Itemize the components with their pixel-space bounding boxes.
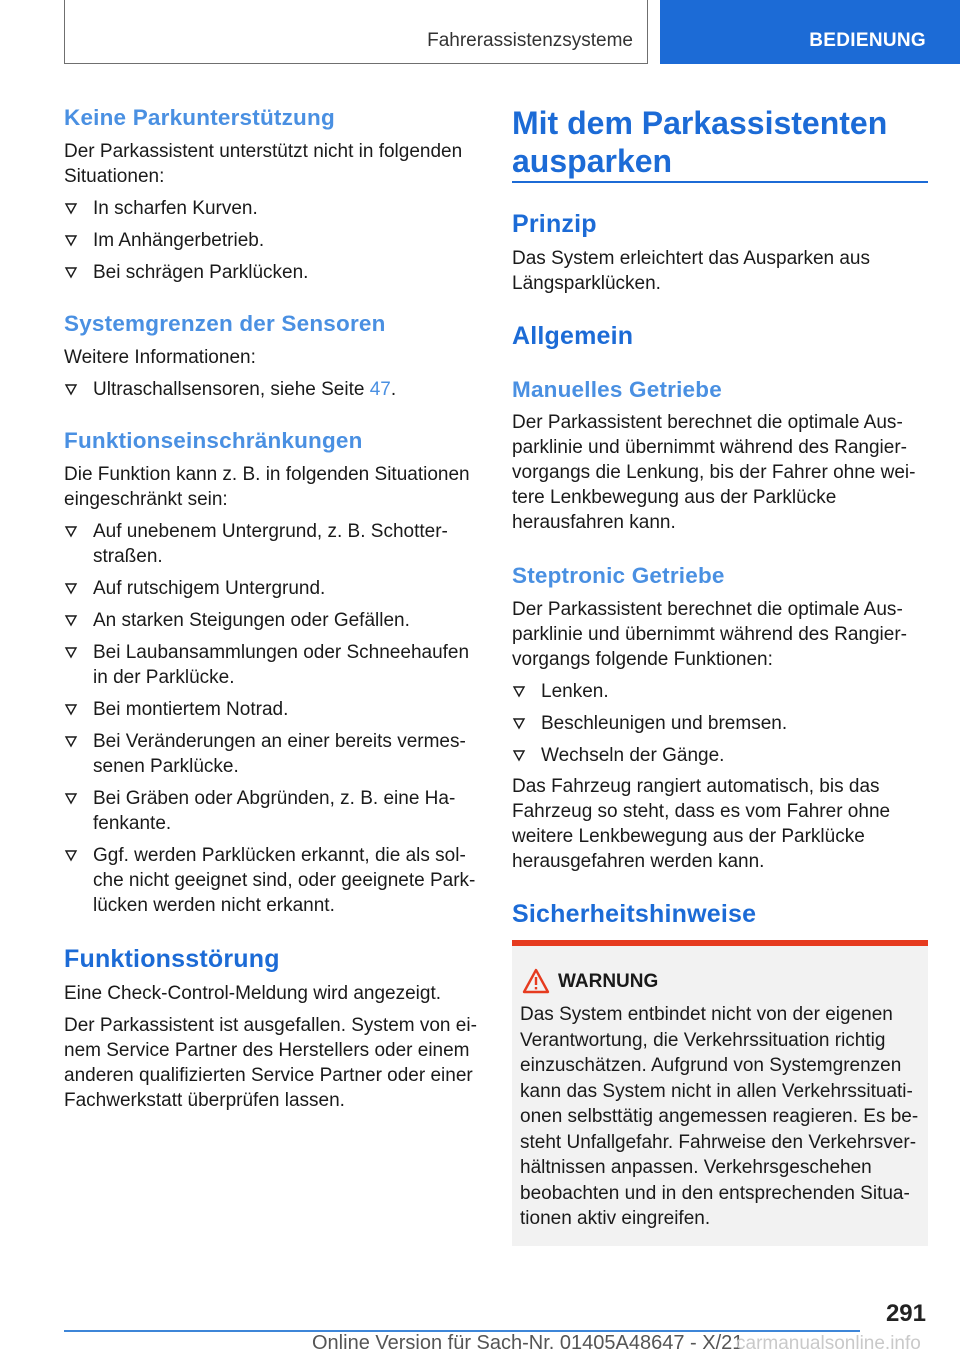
paragraph-steptronic: Der Parkassistent berechnet die optimale Ausparklinie und übernimmt während des Rangiervorgangs folgende Funktionen: [512, 599, 907, 670]
warning-title: WARNUNG [558, 971, 659, 992]
triangle-bullet-icon [64, 641, 78, 663]
triangle-bullet-icon [64, 229, 78, 251]
paragraph-stoerung-2: Der Parkassistent ist ausgefallen. System von einem Service Partner des Herstellers oder einem anderen qualifizierten Service Partner oder einer Fachwerkstatt überprüfen lassen. [64, 1015, 477, 1111]
footer-note: Online Version für Sach-Nr. 01405A48647 - X/21 [312, 1332, 744, 1354]
triangle-bullet-icon [64, 787, 78, 809]
page-number: 291 [885, 1300, 926, 1327]
heading-steptronic: Steptronic Getriebe [512, 563, 725, 588]
heading-funktionsstoerung: Funktionsstörung [64, 945, 280, 973]
triangle-bullet-icon [64, 520, 78, 542]
heading-prinzip: Prinzip [512, 210, 597, 238]
paragraph-prinzip: Das System erleichtert das Ausparken aus Längsparklücken. [512, 248, 871, 294]
header-chapter-title: BEDIENUNG [809, 30, 926, 51]
triangle-bullet-icon [64, 577, 78, 599]
paragraph-stoerung-1: Eine Check-Control-Meldung wird angezeigt. [64, 983, 442, 1004]
paragraph-einschraenkungen: Die Funktion kann z. B. in folgenden Situationen eingeschränkt sein: [64, 464, 470, 510]
paragraph-keine: Der Parkassistent unterstützt nicht in folgenden Situationen: [64, 141, 463, 187]
warning-box [512, 940, 928, 1246]
heading-manuelles-getriebe: Manuelles Getriebe [512, 377, 722, 402]
triangle-bullet-icon [64, 378, 78, 400]
triangle-bullet-icon [64, 609, 78, 631]
paragraph-manuell: Der Parkassistent berechnet die optimale Ausparklinie und übernimmt während des Rangiervorgangs die Lenkung, bis der Fahrer ohne weitere Lenkbewegung aus der Parklücke herausfahren kann. [512, 412, 916, 533]
triangle-bullet-icon [512, 680, 526, 702]
heading-divider [512, 181, 928, 183]
triangle-bullet-icon [512, 712, 526, 734]
heading-systemgrenzen: Systemgrenzen der Sensoren [64, 311, 386, 336]
header-chapter-box [660, 0, 960, 64]
warning-triangle-icon [522, 968, 550, 999]
paragraph-systemgrenzen: Weitere Informationen: [64, 347, 256, 368]
watermark: carmanualsonline.info [736, 1333, 921, 1354]
triangle-bullet-icon [512, 744, 526, 766]
heading-mit-dem-parkassistenten: Mit dem Parkassistenten ausparken [512, 105, 888, 179]
warning-text: Das System entbindet nicht von der eigenen Verantwortung, die Verkehrssituation richtig einzuschätzen. Aufgrund von Systemgrenzen kann das System nicht in allen Verkehrssituationen selbsttätig angemessen reagieren. Es besteht Unfallgefahr. Fahrweise den Verkehrsverhältnissen anpassen. Verkehrsgeschehen beobachten und in den entsprechenden Situationen aktiv eingreifen. [520, 1004, 919, 1229]
triangle-bullet-icon [64, 197, 78, 219]
triangle-bullet-icon [64, 698, 78, 720]
heading-keine-parkunterstuetzung: Keine Parkunterstützung [64, 105, 335, 130]
page-reference-link[interactable]: 47 [369, 379, 391, 400]
triangle-bullet-icon [64, 261, 78, 283]
triangle-bullet-icon [64, 730, 78, 752]
heading-sicherheitshinweise: Sicherheitshinweise [512, 900, 757, 928]
paragraph-fahrzeug: Das Fahrzeug rangiert automatisch, bis das Fahrzeug so steht, dass es vom Fahrer ohne weitere Lenkbewegung aus der Parklücke herausgefahren werden kann. [512, 776, 891, 872]
header-section-box [64, 0, 648, 64]
heading-funktionseinschraenkungen: Funktionseinschränkungen [64, 428, 363, 453]
heading-allgemein: Allgemein [512, 322, 634, 350]
header-section-title: Fahrerassistenzsysteme [427, 30, 633, 51]
triangle-bullet-icon [64, 844, 78, 866]
